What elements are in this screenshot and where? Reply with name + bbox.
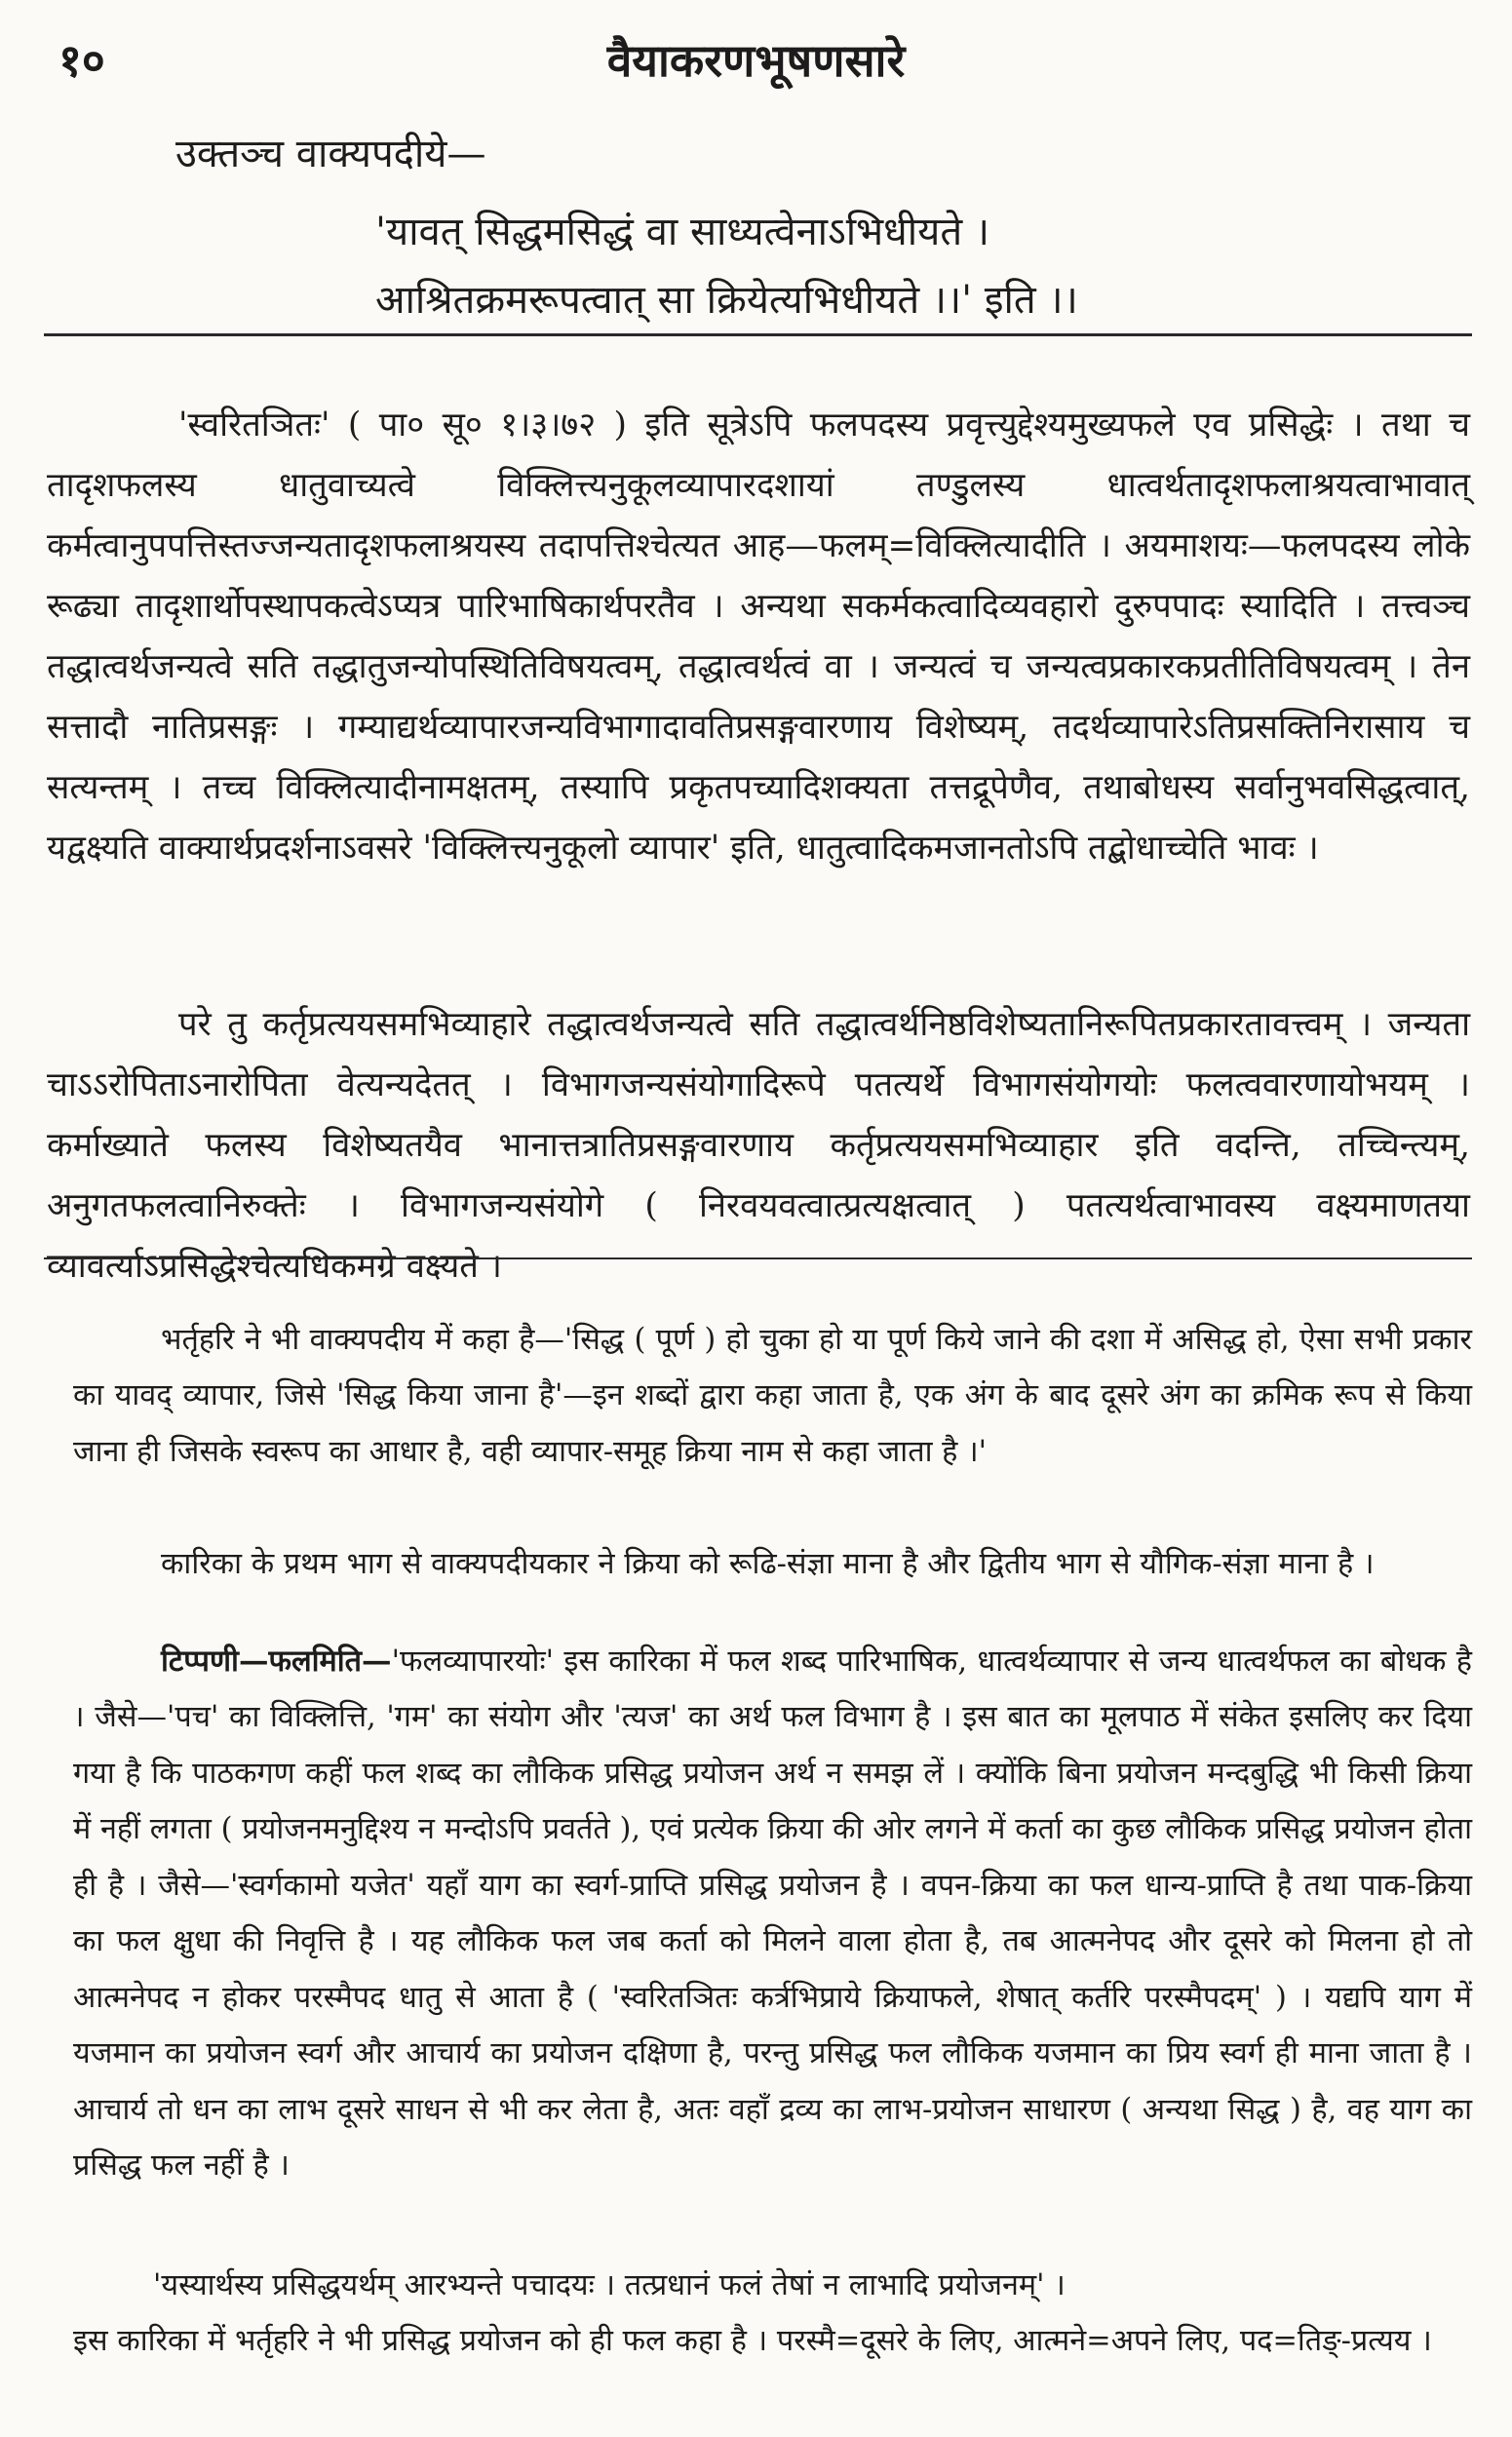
verse-line-1: 'यावत् सिद्धमसिद्धं वा साध्यत्वेनाऽभिधीयते । [375,210,990,254]
section-divider-bottom [44,1257,1472,1259]
verse-line-2: आश्रितक्रमरूपत्वात् सा क्रियेत्यभिधीयते ।।' इति ।। [375,278,1078,323]
note-text: 'फलव्यापारयोः' इस कारिका में फल शब्द पारिभाषिक, धात्वर्थव्यापार से जन्य धात्वर्थफल का बोधक है । जैसे—'पच' का विक्लित्ति, 'गम' का संयोग और 'त्यज' का अर्थ फल विभाग है । इस बात का मूलपाठ में संकेत इसलिए कर दिया गया है कि पाठकगण कहीं फल शब्द का लौकिक प्रसिद्ध प्रयोजन अर्थ न समझ लें । क्योंकि बिना प्रयोजन मन्दबुद्धि भी किसी क्रिया में नहीं लगता ( प्रयोजनमनुद्दिश्य न मन्दोऽपि प्रवर्तते ), एवं प्रत्येक क्रिया की ओर लगने में कर्ता का कुछ लौकिक प्रसिद्ध प्रयोजन होता ही है । जैसे—'स्वर्गकामो यजेत' यहाँ याग का स्वर्ग-प्राप्ति प्रसिद्ध प्रयोजन है । वपन-क्रिया का फल धान्य-प्राप्ति है तथा पाक-क्रिया का फल क्षुधा की निवृत्ति है । यह लौकिक फल जब कर्ता को मिलने वाला होता है, तब आत्मनेपद और दूसरे को मिलना हो तो आत्मनेपद न होकर परस्मैपद धातु से आता है ( 'स्वरितञितः कर्त्रभिप्राये क्रियाफले, शेषात् कर्तरि परस्मैपदम्' ) । यद्यपि याग में यजमान का प्रयोजन स्वर्ग और आचार्य का प्रयोजन दक्षिणा है, परन्तु प्रसिद्ध फल लौकिक यजमान का प्रिय स्वर्ग ही माना जाता है । आचार्य तो धन का लाभ दूसरे साधन से भी कर लेता है, अतः वहाँ द्रव्य का लाभ-प्रयोजन साधारण ( अन्यथा सिद्ध ) है, वह याग का प्रसिद्ध फल नहीं है । [73,1644,1472,2183]
hindi-translation-paragraph-1: भर्तृहरि ने भी वाक्यपदीय में कहा है—'सिद्ध ( पूर्ण ) हो चुका हो या पूर्ण किये जाने की दशा में असिद्ध हो, ऐसा सभी प्रकार का यावद् व्यापार, जिसे 'सिद्ध किया जाना है'—इन शब्दों द्वारा कहा जाता है, एक अंग के बाद दूसरे अंग का क्रमिक रूप से किया जाना ही जिसके स्वरूप का आधार है, वही व्यापार-समूह क्रिया नाम से कहा जाता है ।' [73,1322,1472,1469]
page-number: १० [58,34,105,87]
hindi-note-paragraph [73,1634,1472,2194]
hindi-translation-paragraph-2: कारिका के प्रथम भाग से वाक्यपदीयकार ने क्रिया को रूढि-संज्ञा माना है और द्वितीय भाग से यौगिक-संज्ञा माना है । [161,1546,1375,1581]
running-title: वैयाकरणभूषणसारे [606,34,906,87]
section-divider-top [44,333,1472,336]
closing-text: इस कारिका में भर्तृहरि ने भी प्रसिद्ध प्रयोजन को ही फल कहा है । परस्मै=दूसरे के लिए, आत्मने=अपने लिए, पद=तिङ्-प्रत्यय । [73,2324,1432,2358]
hindi-closing-paragraph [73,2258,1472,2370]
quotation-intro: उक्तञ्च वाक्यपदीये— [175,132,486,176]
note-label: टिप्पणी—फलमिति— [161,1643,392,1679]
sanskrit-commentary-paragraph-1: 'स्वरितञितः' ( पा० सू० १।३।७२ ) इति सूत्रेऽपि फलपदस्य प्रवृत्त्युद्देश्यमुख्यफले एव प्रसिद्धेः । तथा च तादृशफलस्य धातुवाच्यत्वे विक्लित्त्यनुकूलव्यापारदशायां तण्डुलस्य धात्वर्थतादृशफलाश्रयत्वाभावात् कर्मत्वानुपपत्तिस्तज्जन्यतादृशफलाश्रयस्य तदापत्तिश्चेत्यत आह—फलम्=विक्लित्यादीति । अयमाशयः—फलपदस्य लोके रूढ्या तादृशार्थोपस्थापकत्वेऽप्यत्र पारिभाषिकार्थपरतैव । अन्यथा सकर्मकत्वादिव्यवहारो दुरुपपादः स्यादिति । तत्त्वञ्च तद्धात्वर्थजन्यत्वे सति तद्धातुजन्योपस्थितिविषयत्वम्, तद्धात्वर्थत्वं वा । जन्यत्वं च जन्यत्वप्रकारकप्रतीतिविषयत्वम् । तेन सत्तादौ नातिप्रसङ्गः । गम्याद्यर्थव्यापारजन्यविभागादावतिप्रसङ्गवारणाय विशेष्यम्, तदर्थव्यापारेऽतिप्रसक्तिनिरासाय च सत्यन्तम् । तच्च विक्लित्यादीनामक्षतम्, तस्यापि प्रकृतपच्यादिशक्यता तत्तद्रूपेणैव, तथाबोधस्य सर्वानुभवसिद्धत्वात्, यद्वक्ष्यति वाक्यार्थप्रदर्शनाऽवसरे 'विक्लित्त्यनुकूलो व्यापार' इति, धातुत्वादिकमजानतोऽपि तद्बोधाच्चेति भावः । [47,405,1470,868]
sanskrit-commentary-paragraph-2: परे तु कर्तृप्रत्ययसमभिव्याहारे तद्धात्वर्थजन्यत्वे सति तद्धात्वर्थनिष्ठविशेष्यतानिरूपितप्रकारतावत्त्वम् । जन्यता चाऽऽरोपिताऽनारोपिता वेत्यन्यदेतत् । विभागजन्यसंयोगादिरूपे पतत्यर्थे विभागसंयोगयोः फलत्ववारणायोभयम् । कर्माख्याते फलस्य विशेष्यतयैव भानात्तत्रातिप्रसङ्गवारणाय कर्तृप्रत्ययसमभिव्याहार इति वदन्ति, तच्चिन्त्यम्, अनुगतफलत्वानिरुक्तेः । विभागजन्यसंयोगे ( निरवयवत्वात्प्रत्यक्षत्वात् ) पतत्यर्थत्वाभावस्य वक्ष्यमाणतया व्यावर्त्याऽप्रसिद्धेश्चेत्यधिकमग्रे वक्ष्यते । [47,1004,1470,1286]
karika-quote: 'यस्यार्थस्य प्रसिद्धयर्थम् आरभ्यन्ते पचादयः । तत्प्रधानं फलं तेषां न लाभादि प्रयोजनम्' । [153,2267,1066,2302]
